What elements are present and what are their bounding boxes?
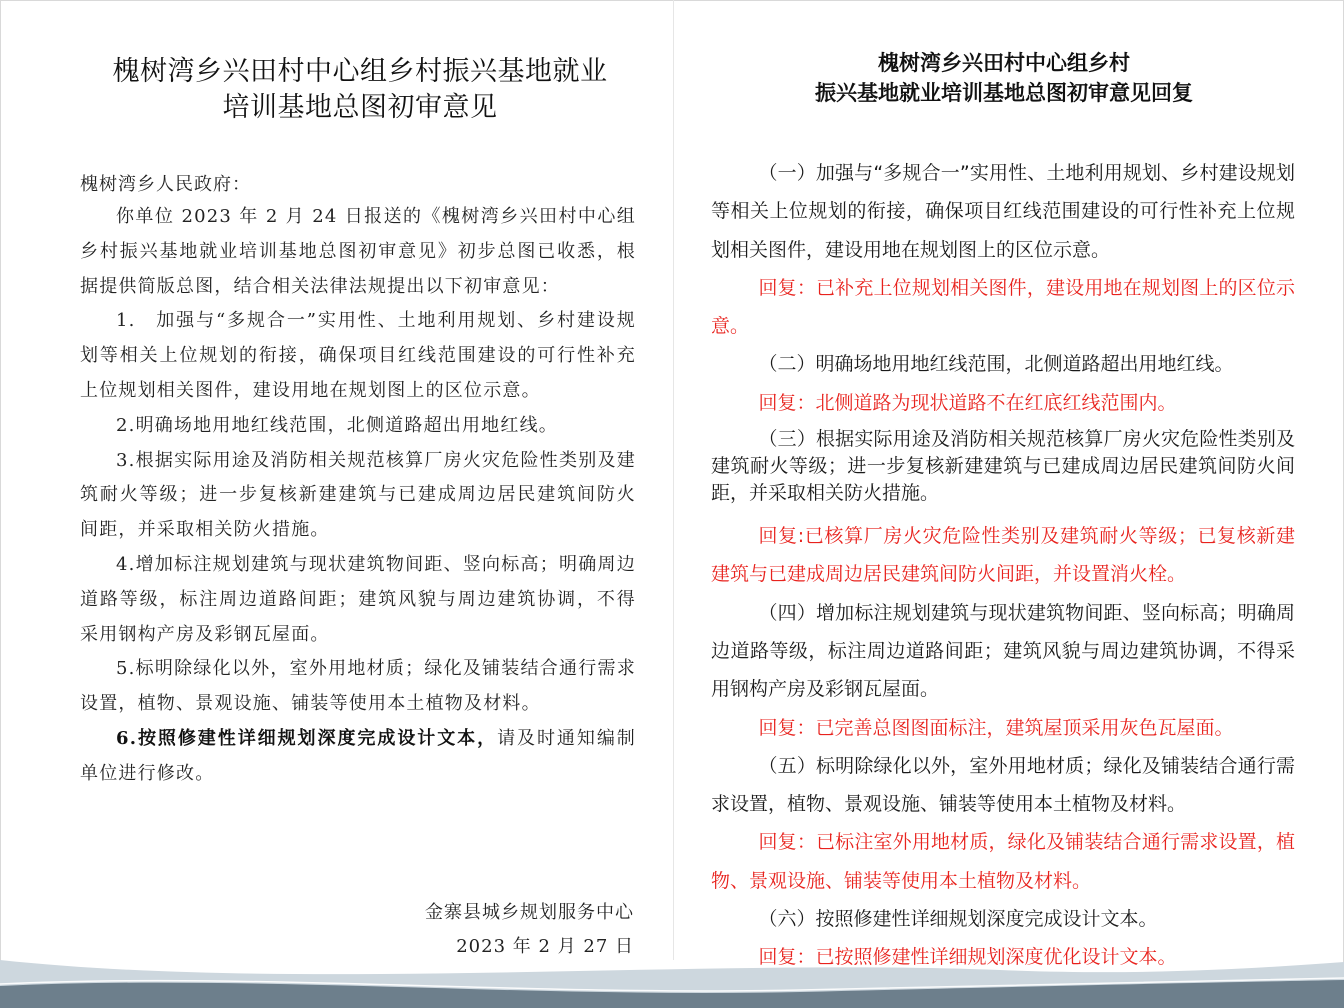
right-document-title [754,48,1254,108]
signing-organization: 金寨县城乡规划服务中心 [425,902,634,923]
opinion-item-6-rest: 请及时通知编制单位进行修改。 [80,727,636,784]
left-document-body [80,200,636,792]
reply-5: 回复：已标注室外用地材质，绿化及铺装结合通行需求设置，植物、景观设施、铺装等使用本土植物及材料。 [711,831,1295,892]
opinion-item-5: 5.标明除绿化以外，室外用地材质；绿化及铺装结合通行需求设置，植物、景观设施、铺装等使用本土植物及材料。 [80,658,636,715]
intro-paragraph: 你单位 2023 年 2 月 24 日报送的《槐树湾乡兴田村中心组乡村振兴基地就业培训基地总图初审意见》初步总图已收悉，根据提供简版总图，结合相关法律法规提出以下初审意见： [80,206,636,297]
addressee: 槐树湾乡人民政府： [80,174,251,195]
opinion-item-3: 3.根据实际用途及消防相关规范核算厂房火灾危险性类别及建筑耐火等级；进一步复核新建建筑与已建成周边居民建筑间防火间距，并采取相关防火措施。 [80,449,636,541]
bottom-wave-decoration [0,940,1344,1008]
opinion-2: （二）明确场地用地红线范围，北侧道路超出用地红线。 [758,353,1234,376]
left-title-line-1: 槐树湾乡兴田村中心组乡村振兴基地就业 [112,56,608,87]
reply-2: 回复：北侧道路为现状道路不在红底红线范围内。 [758,391,1177,414]
opinion-4: （四）增加标注规划建筑与现状建筑物间距、竖向标高；明确周边道路等级，标注周边道路间距；建筑风貌与周边建筑协调，不得采用钢构产房及彩钢瓦屋面。 [711,601,1295,701]
opinion-item-1: 1. 加强与“多规合一”实用性、土地利用规划、乡村建设规划等相关上位规划的衔接，确保项目红线范围建设的可行性补充上位规划相关图件，建设用地在规划图上的区位示意。 [80,310,636,401]
opinion-item-6-bold: 6.按照修建性详细规划深度完成设计文本， [116,727,498,749]
right-document-page [674,0,1344,969]
opinion-item-2: 2.明确场地用地红线范围，北侧道路超出用地红线。 [116,414,558,436]
left-document-page [0,0,672,960]
reply-body [711,154,1295,977]
opinion-3: （三）根据实际用途及消防相关规范核算厂房火灾危险性类别及建筑耐火等级；进一步复核新建建筑与已建成周边居民建筑间防火间距，并采取相关防火措施。 [711,428,1295,505]
opinion-item-6 [80,722,636,792]
right-title-line-1: 槐树湾乡兴田村中心组乡村 [878,51,1130,75]
left-document-title [60,54,660,126]
opinion-item-4: 4.增加标注规划建筑与现状建筑物间距、竖向标高；明确周边道路等级，标注周边道路间距；建筑风貌与周边建筑协调，不得采用钢构产房及彩钢瓦屋面。 [80,553,636,645]
reply-3: 回复:已核算厂房火灾危险性类别及建筑耐火等级；已复核新建建筑与已建成周边居民建筑间防火间距，并设置消火栓。 [711,525,1295,586]
signing-date: 2023 年 2 月 27 日 [456,936,634,957]
opinion-1: （一）加强与“多规合一”实用性、土地利用规划、乡村建设规划等相关上位规划的衔接，确保项目红线范围建设的可行性补充上位规划相关图件，建设用地在规划图上的区位示意。 [711,162,1295,261]
opinion-6: （六）按照修建性详细规划深度完成设计文本。 [758,908,1158,931]
right-title-line-2: 振兴基地就业培训基地总图初审意见回复 [815,81,1193,105]
reply-4: 回复：已完善总图图面标注，建筑屋顶采用灰色瓦屋面。 [758,716,1234,739]
reply-1: 回复：已补充上位规划相关图件，建设用地在规划图上的区位示意。 [711,276,1295,338]
reply-6: 回复：已按照修建性详细规划深度优化设计文本。 [758,946,1177,969]
opinion-5: （五）标明除绿化以外，室外用地材质；绿化及铺装结合通行需求设置，植物、景观设施、铺装等使用本土植物及材料。 [711,754,1295,816]
left-title-line-2: 培训基地总图初审意见 [222,92,498,123]
